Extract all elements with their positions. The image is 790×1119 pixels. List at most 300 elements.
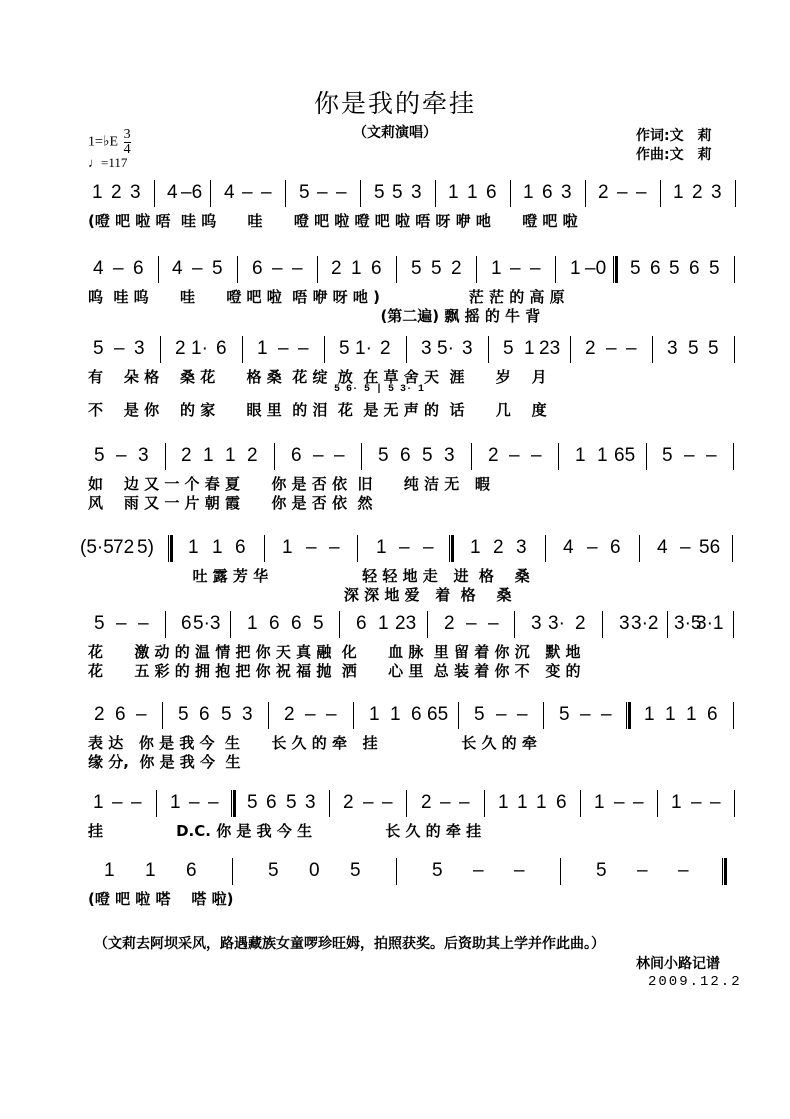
note: 1	[104, 860, 115, 881]
lyric-line-1: (噔 吧 啦 嗒 嗒 啦)	[88, 890, 234, 908]
note: –	[680, 537, 691, 558]
barline	[646, 443, 647, 470]
barline	[732, 535, 733, 562]
note: 1	[536, 792, 547, 813]
note: –	[336, 182, 347, 203]
note: 6	[400, 445, 411, 466]
note: 1	[575, 445, 586, 466]
note: 1	[390, 704, 401, 725]
note: –	[496, 704, 507, 725]
barline	[558, 443, 559, 470]
note: 1	[671, 792, 682, 813]
note: –	[313, 445, 324, 466]
performer-subtitle: （文莉演唱）	[353, 125, 437, 141]
barline	[734, 790, 735, 817]
note: 6	[216, 338, 227, 359]
note: 6	[356, 613, 367, 634]
barline	[357, 535, 358, 562]
note: –	[131, 792, 142, 813]
barline	[580, 790, 581, 817]
note: 5	[431, 258, 442, 279]
barline	[360, 180, 361, 207]
note: (5·5	[80, 537, 114, 558]
note: 5	[374, 182, 385, 203]
barline	[570, 336, 571, 363]
note: 5	[688, 338, 699, 359]
note: 1	[257, 338, 268, 359]
barline	[510, 180, 511, 207]
notation-line	[88, 256, 744, 282]
note: 5	[178, 704, 189, 725]
note: –	[617, 182, 628, 203]
note: –	[606, 338, 617, 359]
barline	[339, 611, 340, 638]
note: 1	[517, 792, 528, 813]
note: 4	[93, 258, 104, 279]
note: 6	[411, 704, 422, 725]
lyric-line-1: 挂 D.C. 你 是 我 今 生 长 久 的 牵 挂	[88, 822, 482, 840]
note: 2	[175, 338, 186, 359]
note: 5	[596, 860, 607, 881]
note: –	[305, 704, 316, 725]
note: 4	[172, 258, 183, 279]
note: 1	[282, 537, 293, 558]
lyric-line-1: 吐 露 芳 华 轻 轻 地 走 进 格 桑	[88, 567, 530, 585]
time-signature	[124, 128, 131, 157]
note: –	[626, 338, 637, 359]
note: –	[261, 182, 272, 203]
lyric-line-1: 如 边 又 一 个 春 夏 你 是 否 依 旧 纯 洁 无 暇	[88, 475, 490, 493]
transcription-date: 2009.12.2	[648, 974, 742, 990]
note: 6	[650, 258, 661, 279]
note: –	[399, 537, 410, 558]
note: 5	[392, 182, 403, 203]
note: –	[114, 338, 125, 359]
footnote: （文莉去阿坝采风，路遇藏族女童啰珍旺姆，拍照获奖。后资助其上学并作此曲。）	[94, 936, 605, 952]
barline	[329, 790, 330, 817]
barline	[353, 702, 354, 729]
barline	[484, 790, 485, 817]
note: –	[510, 258, 521, 279]
note: –	[192, 258, 203, 279]
note: 3	[561, 182, 572, 203]
note: 56	[699, 537, 721, 558]
lyric-line-1: (噔 吧 啦 唔 哇 呜 哇 噔 吧 啦 噔 吧 啦 唔 呀 咿 吔 噔 吧 啦	[88, 212, 578, 230]
notation-line	[88, 702, 744, 728]
note: 6	[252, 258, 263, 279]
note: 65	[614, 445, 636, 466]
note: 1	[523, 182, 534, 203]
note: –	[138, 613, 149, 634]
barline	[406, 790, 407, 817]
note: 4	[657, 537, 668, 558]
note: 1	[93, 792, 104, 813]
note: 6	[610, 537, 621, 558]
alternate-notes: 5 6· 5 | 5 3· 1	[334, 384, 425, 395]
note: –	[440, 792, 451, 813]
note: 5	[559, 704, 570, 725]
note: –	[306, 537, 317, 558]
note: 3	[411, 182, 422, 203]
note: 6	[235, 537, 246, 558]
note: 1	[212, 537, 223, 558]
note: 6	[181, 613, 192, 634]
note: 5	[286, 792, 297, 813]
repeat-start-barline	[449, 535, 454, 562]
notation-line	[80, 535, 744, 561]
note: 1	[225, 445, 236, 466]
note: –	[488, 613, 499, 634]
note: –	[112, 792, 123, 813]
note: –	[580, 704, 591, 725]
note: –	[706, 445, 717, 466]
note: 1	[470, 537, 481, 558]
note: 2	[284, 704, 295, 725]
double-barline	[231, 790, 236, 817]
repeat-end-barline	[626, 702, 631, 729]
note: 1	[92, 182, 103, 203]
barline	[162, 702, 163, 729]
note: 23	[539, 338, 561, 359]
barline	[210, 180, 211, 207]
note: 5	[212, 258, 223, 279]
note: 1·	[355, 338, 372, 359]
note: 6	[707, 704, 718, 725]
barline	[733, 702, 734, 729]
note: 5	[94, 445, 105, 466]
lyric-line-2: (第二遍) 飘 摇 的 牛 背	[88, 307, 541, 325]
note: –	[272, 258, 283, 279]
note: –	[459, 792, 470, 813]
note: 5	[474, 704, 485, 725]
barline	[285, 180, 286, 207]
note: 6	[115, 704, 126, 725]
note: 5	[669, 258, 680, 279]
note: 6	[186, 860, 197, 881]
note: 5	[411, 258, 422, 279]
note: 5	[94, 613, 105, 634]
barline	[165, 443, 166, 470]
note: 3	[619, 613, 630, 634]
barline	[268, 702, 269, 729]
barline	[160, 336, 161, 363]
note: 2	[488, 445, 499, 466]
note: 3·	[548, 613, 565, 634]
barline	[242, 336, 243, 363]
barline	[657, 790, 658, 817]
barline	[264, 535, 265, 562]
repeat-start-barline	[613, 256, 618, 283]
barline	[543, 702, 544, 729]
note: 3	[134, 338, 145, 359]
note: –	[530, 258, 541, 279]
transcriber-credit: 林间小路记谱	[636, 956, 720, 972]
note: –	[587, 537, 598, 558]
barline	[545, 535, 546, 562]
note: 2	[343, 792, 354, 813]
note: 1	[686, 704, 697, 725]
note: –	[678, 860, 689, 881]
note: –	[208, 792, 219, 813]
note: 5·	[437, 338, 454, 359]
barline	[639, 535, 640, 562]
note: –	[242, 182, 253, 203]
note: –	[423, 537, 434, 558]
note: 1	[378, 613, 389, 634]
note: –	[326, 704, 337, 725]
note: 1	[491, 258, 502, 279]
note: 3	[138, 445, 149, 466]
note: –	[136, 704, 147, 725]
barline	[585, 180, 586, 207]
note: 5	[378, 445, 389, 466]
note: 2	[331, 258, 342, 279]
lyric-line-2: 不 是 你 的 家 眼 里 的 泪 花 是 无 声 的 话 几 度	[88, 401, 547, 419]
lyric-line-2: 花 五 彩 的 拥 抱 把 你 祝 福 抛 洒 心 里 总 装 着 你 不 变 的	[88, 662, 581, 680]
note: –	[473, 860, 484, 881]
note: –0	[585, 258, 607, 279]
notation-line	[88, 443, 744, 469]
note: 4	[563, 537, 574, 558]
note: 1	[467, 182, 478, 203]
barline	[733, 611, 734, 638]
note: –	[116, 445, 127, 466]
note: –	[292, 258, 303, 279]
note: 6	[371, 258, 382, 279]
note: 2	[94, 704, 105, 725]
note: 3·1	[696, 613, 724, 634]
note: 1	[145, 860, 156, 881]
note: 3·2	[631, 613, 659, 634]
note: 1	[594, 792, 605, 813]
note: 6	[542, 182, 553, 203]
note: –6	[181, 182, 203, 203]
barline	[734, 256, 735, 283]
note: 5	[708, 338, 719, 359]
note: 3	[516, 537, 527, 558]
note: 6	[199, 704, 210, 725]
note: –	[298, 338, 309, 359]
barline	[230, 611, 231, 638]
note: –	[633, 792, 644, 813]
note: 5·3	[193, 613, 221, 634]
note: 3	[444, 445, 455, 466]
note: –	[531, 445, 542, 466]
note: 5	[630, 258, 641, 279]
lyric-line-2: 风 雨 又 一 片 朝 霞 你 是 否 依 然	[88, 494, 373, 512]
note: 0	[309, 860, 320, 881]
barline	[396, 256, 397, 283]
note: 5)	[137, 537, 154, 558]
note: 2	[380, 338, 391, 359]
note: –	[116, 613, 127, 634]
note: –	[466, 613, 477, 634]
note: –	[517, 704, 528, 725]
note: 65	[427, 704, 449, 725]
note: 6	[556, 792, 567, 813]
note: 1	[170, 792, 181, 813]
barline	[476, 256, 477, 283]
lyric-line-1: 有 朵 格 桑 花 格 桑 花 绽 放 在 草 舍 天 涯 岁 月	[88, 368, 547, 386]
note: –	[614, 792, 625, 813]
note: –	[637, 860, 648, 881]
tempo-marking: ♩=117	[88, 155, 128, 170]
key-signature	[88, 128, 131, 157]
double-barline	[722, 858, 727, 885]
note: 3	[531, 613, 542, 634]
key-flat: ♭E	[102, 134, 119, 150]
note: 2	[493, 537, 504, 558]
note: –	[329, 537, 340, 558]
note: 6	[689, 258, 700, 279]
note: 3	[421, 338, 432, 359]
note: 3·5	[674, 613, 702, 634]
note: 1	[247, 613, 258, 634]
note: 1	[351, 258, 362, 279]
note: 3	[711, 182, 722, 203]
lyric-line-2: 深 深 地 爱 着 格 桑	[88, 586, 512, 604]
notation-line	[88, 858, 744, 884]
barline	[435, 180, 436, 207]
note: –	[636, 182, 647, 203]
note: 6	[133, 258, 144, 279]
barline	[427, 611, 428, 638]
note: 1	[597, 445, 608, 466]
barline	[317, 256, 318, 283]
note: 3	[667, 338, 678, 359]
note: 2	[444, 613, 455, 634]
barline	[396, 858, 397, 885]
barline	[488, 336, 489, 363]
note: 4	[224, 182, 235, 203]
barline	[735, 180, 736, 207]
note: 6	[291, 445, 302, 466]
lyric-line-1: 呜 哇 呜 哇 噔 吧 啦 唔 咿 呀 吔 ) 茫 茫 的 高 原	[88, 288, 565, 306]
note: –	[514, 860, 525, 881]
barline	[555, 256, 556, 283]
barline	[734, 336, 735, 363]
note: 2	[421, 792, 432, 813]
barline	[237, 256, 238, 283]
note: 3	[242, 704, 253, 725]
note: –	[334, 445, 345, 466]
note: 1	[203, 445, 214, 466]
note: 2	[451, 258, 462, 279]
note: 5	[422, 445, 433, 466]
note: 1	[188, 537, 199, 558]
barline	[660, 180, 661, 207]
lyricist: 作词:文 莉	[636, 128, 712, 144]
note: 1	[673, 182, 684, 203]
note: 5	[247, 792, 258, 813]
note: 2	[575, 613, 586, 634]
note: –	[509, 445, 520, 466]
note: 5	[662, 445, 673, 466]
note: 1	[665, 704, 676, 725]
note: 5	[313, 613, 324, 634]
note: 5	[339, 338, 350, 359]
lyric-line-1: 花 激 动 的 温 情 把 你 天 真 融 化 血 脉 里 留 着 你 沉 默 地	[88, 643, 581, 661]
note: 1·	[191, 338, 208, 359]
note: 5	[503, 338, 514, 359]
barline	[165, 611, 166, 638]
note: 6	[486, 182, 497, 203]
barline	[274, 443, 275, 470]
note: 1	[498, 792, 509, 813]
barline	[733, 443, 734, 470]
notation-line	[88, 611, 744, 637]
notation-line	[88, 180, 744, 206]
time-signature-bottom: 4	[123, 142, 131, 157]
note: 2	[585, 338, 596, 359]
note: 4	[167, 182, 178, 203]
note: –	[601, 704, 612, 725]
note: 2	[181, 445, 192, 466]
credits	[636, 127, 712, 165]
note: 1	[376, 537, 387, 558]
note: 3	[462, 338, 473, 359]
note: 72	[113, 537, 135, 558]
note: –	[317, 182, 328, 203]
note: 2	[247, 445, 258, 466]
barline	[458, 702, 459, 729]
barline	[324, 336, 325, 363]
note: 1	[369, 704, 380, 725]
barline	[560, 858, 561, 885]
barline	[471, 443, 472, 470]
note: –	[189, 792, 200, 813]
barline	[232, 858, 233, 885]
note: 23	[395, 613, 417, 634]
barline	[154, 180, 155, 207]
note: 6	[291, 613, 302, 634]
note: –	[691, 792, 702, 813]
barline	[667, 611, 668, 638]
note: 5	[93, 338, 104, 359]
time-signature-top: 3	[123, 127, 131, 142]
song-title: 你是我的牵挂	[313, 89, 476, 118]
barline	[602, 611, 603, 638]
note: –	[382, 792, 393, 813]
note: 5	[268, 860, 279, 881]
note: 5	[221, 704, 232, 725]
note: 5	[709, 258, 720, 279]
barline	[514, 611, 515, 638]
barline	[652, 336, 653, 363]
note: –	[113, 258, 124, 279]
barline	[406, 336, 407, 363]
note: 6	[269, 613, 280, 634]
note: –	[684, 445, 695, 466]
note: 1	[644, 704, 655, 725]
barline	[158, 256, 159, 283]
note: 2	[598, 182, 609, 203]
note: 1	[570, 258, 581, 279]
notation-line	[88, 336, 744, 362]
key-prefix: 1=	[88, 134, 103, 150]
note: 2	[111, 182, 122, 203]
note: 1	[448, 182, 459, 203]
lyric-line-2: 缘 分, 你 是 我 今 生	[88, 753, 241, 771]
note: 3	[305, 792, 316, 813]
note: 6	[266, 792, 277, 813]
note: –	[278, 338, 289, 359]
composer: 作曲:文 莉	[636, 147, 712, 163]
repeat-end-barline	[168, 535, 173, 562]
note: –	[363, 792, 374, 813]
notation-line	[88, 790, 744, 816]
barline	[156, 790, 157, 817]
